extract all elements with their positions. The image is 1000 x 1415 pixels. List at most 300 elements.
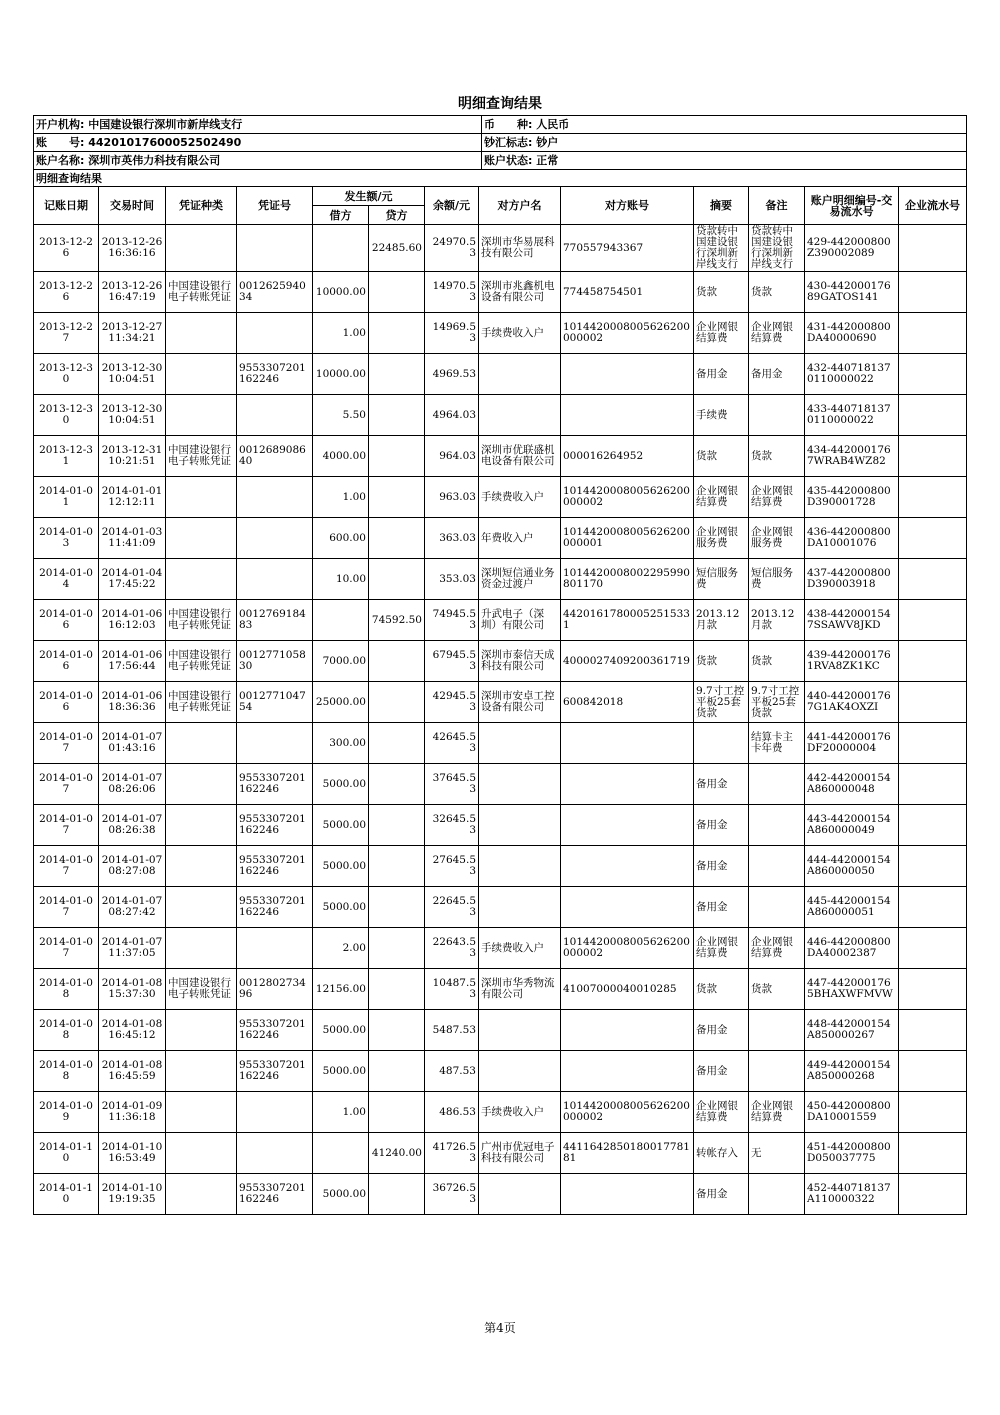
cell-time: 2014-01-06 17:56:44 (99, 641, 166, 682)
cell-voucher-no (237, 225, 313, 272)
table-row (34, 518, 967, 559)
account-value: 44201017600052502490 (88, 136, 242, 149)
cell-voucher-type (166, 887, 237, 928)
cell-counterparty-name (479, 723, 561, 764)
cell-counterparty-name: 年费收入户 (479, 518, 561, 559)
cell-corp-serial (899, 928, 967, 969)
cell-date: 2013-12-31 (34, 436, 99, 477)
cell-serial: 435-442000800D390001728 (805, 477, 899, 518)
transactions-table (33, 186, 967, 1215)
cell-counterparty-name (479, 764, 561, 805)
cell-balance: 486.53 (425, 1092, 479, 1133)
cell-summary: 备用金 (694, 354, 749, 395)
cell-date: 2014-01-08 (34, 1010, 99, 1051)
org-label: 开户机构: (36, 118, 85, 131)
cell-date: 2014-01-08 (34, 969, 99, 1010)
cell-voucher-type: 中国建设银行电子转账凭证 (166, 682, 237, 723)
cell-balance: 353.03 (425, 559, 479, 600)
cell-counterparty-account: 1014420008005626200000001 (561, 518, 694, 559)
cell-serial: 450-442000800DA10001559 (805, 1092, 899, 1133)
cell-voucher-type (166, 846, 237, 887)
cell-date: 2014-01-07 (34, 887, 99, 928)
table-row (34, 600, 967, 641)
cell-voucher-type (166, 354, 237, 395)
table-row (34, 846, 967, 887)
cell-serial: 446-442000800DA40002387 (805, 928, 899, 969)
cell-date: 2014-01-07 (34, 846, 99, 887)
table-row (34, 395, 967, 436)
cell-credit (369, 395, 425, 436)
cell-debit: 5000.00 (313, 1010, 369, 1051)
cell-date: 2014-01-07 (34, 928, 99, 969)
cell-credit (369, 887, 425, 928)
cell-remark (749, 887, 805, 928)
cell-summary: 企业网银结算费 (694, 313, 749, 354)
cell-remark (749, 1010, 805, 1051)
cell-summary (694, 723, 749, 764)
header-voucher-no: 凭证号 (237, 187, 313, 225)
table-row (34, 354, 967, 395)
cell-counterparty-name: 深圳市安卓工控设备有限公司 (479, 682, 561, 723)
table-row (34, 1051, 967, 1092)
cell-corp-serial (899, 518, 967, 559)
cell-credit (369, 928, 425, 969)
cell-debit (313, 600, 369, 641)
cell-balance: 24970.53 (425, 225, 479, 272)
cell-debit: 10000.00 (313, 272, 369, 313)
cell-voucher-no (237, 1092, 313, 1133)
cell-credit (369, 682, 425, 723)
cell-debit: 5000.00 (313, 805, 369, 846)
cell-counterparty-account (561, 1174, 694, 1215)
cell-balance: 487.53 (425, 1051, 479, 1092)
cell-remark: 货款 (749, 641, 805, 682)
cell-remark: 2013.12月款 (749, 600, 805, 641)
cell-serial: 451-442000800D050037775 (805, 1133, 899, 1174)
cell-voucher-no: 9553307201162246 (237, 764, 313, 805)
cell-counterparty-name: 升武电子（深圳）有限公司 (479, 600, 561, 641)
cell-debit: 1.00 (313, 313, 369, 354)
cell-summary: 备用金 (694, 1051, 749, 1092)
cell-counterparty-name (479, 805, 561, 846)
cell-voucher-type: 中国建设银行电子转账凭证 (166, 969, 237, 1010)
cell-counterparty-account (561, 764, 694, 805)
cell-counterparty-name: 深圳市华易展科技有限公司 (479, 225, 561, 272)
cell-corp-serial (899, 559, 967, 600)
header-summary: 摘要 (694, 187, 749, 225)
cell-credit: 74592.50 (369, 600, 425, 641)
cell-corp-serial (899, 1051, 967, 1092)
cell-credit (369, 969, 425, 1010)
cell-remark: 货款 (749, 969, 805, 1010)
cell-time: 2013-12-26 16:47:19 (99, 272, 166, 313)
cell-voucher-type (166, 1010, 237, 1051)
cell-voucher-type (166, 764, 237, 805)
table-row (34, 225, 967, 272)
cell-serial: 439-4420001761RVA8ZK1KC (805, 641, 899, 682)
cell-balance: 22645.53 (425, 887, 479, 928)
cell-date: 2013-12-27 (34, 313, 99, 354)
cell-time: 2014-01-09 11:36:18 (99, 1092, 166, 1133)
table-row (34, 887, 967, 928)
cell-balance: 5487.53 (425, 1010, 479, 1051)
cell-corp-serial (899, 395, 967, 436)
cell-credit (369, 1092, 425, 1133)
cell-corp-serial (899, 477, 967, 518)
cell-serial: 438-4420001547SSAWV8JKD (805, 600, 899, 641)
cell-balance: 42945.53 (425, 682, 479, 723)
cell-remark (749, 1174, 805, 1215)
cell-credit (369, 518, 425, 559)
cell-counterparty-name (479, 1010, 561, 1051)
cell-voucher-type (166, 518, 237, 559)
table-row (34, 1133, 967, 1174)
cell-counterparty-account: 1014420008002295990801170 (561, 559, 694, 600)
cell-time: 2013-12-30 10:04:51 (99, 395, 166, 436)
account-name-value: 深圳市英伟力科技有限公司 (88, 154, 221, 167)
cell-serial: 440-4420001767G1AK4OXZI (805, 682, 899, 723)
cell-serial: 449-442000154A850000268 (805, 1051, 899, 1092)
cell-credit (369, 846, 425, 887)
cell-counterparty-account: 44116428501800177818​1 (561, 1133, 694, 1174)
cell-counterparty-account (561, 354, 694, 395)
cell-serial: 429-442000800Z390002089 (805, 225, 899, 272)
cell-balance: 14970.53 (425, 272, 479, 313)
cell-time: 2014-01-07 01:43:16 (99, 723, 166, 764)
table-row (34, 928, 967, 969)
cell-serial: 432-4407181370110000022 (805, 354, 899, 395)
cell-voucher-no (237, 477, 313, 518)
cell-balance: 964.03 (425, 436, 479, 477)
cell-serial: 434-4420001767WRAB4WZ82 (805, 436, 899, 477)
account-status-label: 账户状态: (484, 154, 533, 167)
cash-flag-cell (482, 134, 967, 152)
header-date: 记账日期 (34, 187, 99, 225)
cell-serial: 441-442000176DF20000004 (805, 723, 899, 764)
table-row (34, 682, 967, 723)
cell-date: 2014-01-07 (34, 805, 99, 846)
cell-serial: 436-442000800DA10001076 (805, 518, 899, 559)
header-time: 交易时间 (99, 187, 166, 225)
cell-voucher-no: 9553307201162246 (237, 1174, 313, 1215)
cell-time: 2014-01-07 08:27:42 (99, 887, 166, 928)
table-row (34, 477, 967, 518)
cell-debit: 1.00 (313, 1092, 369, 1133)
cell-debit: 5000.00 (313, 764, 369, 805)
account-name-label: 账户名称: (36, 154, 85, 167)
header-remark: 备注 (749, 187, 805, 225)
info-row-account (34, 134, 967, 152)
table-row (34, 764, 967, 805)
cell-counterparty-account: 600842018 (561, 682, 694, 723)
cell-remark (749, 805, 805, 846)
cell-debit: 5.50 (313, 395, 369, 436)
cell-credit (369, 354, 425, 395)
cell-voucher-no: 9553307201162246 (237, 887, 313, 928)
cell-credit (369, 723, 425, 764)
header-counterparty-account: 对方账号 (561, 187, 694, 225)
cell-voucher-no (237, 518, 313, 559)
cell-balance: 42645.53 (425, 723, 479, 764)
cell-summary: 备用金 (694, 1010, 749, 1051)
cell-voucher-type: 中国建设银行电子转账凭证 (166, 641, 237, 682)
cell-summary: 转帐存入 (694, 1133, 749, 1174)
cell-serial: 445-442000154A860000051 (805, 887, 899, 928)
table-row (34, 1092, 967, 1133)
cell-summary: 手续费 (694, 395, 749, 436)
header-balance: 余额/元 (425, 187, 479, 225)
cell-time: 2013-12-31 10:21:51 (99, 436, 166, 477)
cell-remark: 货款 (749, 436, 805, 477)
cell-voucher-type (166, 559, 237, 600)
cell-summary: 企业网银结算费 (694, 928, 749, 969)
cell-voucher-no: 9553307201162246 (237, 1051, 313, 1092)
cell-debit: 7000.00 (313, 641, 369, 682)
cell-voucher-no: 001277105830 (237, 641, 313, 682)
cell-summary: 备用金 (694, 764, 749, 805)
cell-summary: 贷款转中国建设银行深圳新岸线支行 (694, 225, 749, 272)
account-info-table (33, 115, 967, 187)
cell-remark: 结算卡主卡年费 (749, 723, 805, 764)
table-row (34, 1174, 967, 1215)
cell-counterparty-name (479, 1174, 561, 1215)
cell-remark: 企业网银结算费 (749, 477, 805, 518)
section-row (34, 170, 967, 187)
cell-voucher-no: 9553307201162246 (237, 354, 313, 395)
cell-time: 2014-01-06 16:12:03 (99, 600, 166, 641)
cell-voucher-type: 中国建设银行电子转账凭证 (166, 272, 237, 313)
cell-serial: 437-442000800D390003918 (805, 559, 899, 600)
cell-summary: 货款 (694, 641, 749, 682)
cell-time: 2014-01-01 12:12:11 (99, 477, 166, 518)
cell-date: 2014-01-03 (34, 518, 99, 559)
cell-credit: 41240.00 (369, 1133, 425, 1174)
statement-wrapper (33, 115, 966, 1215)
cell-counterparty-name: 手续费收入户 (479, 313, 561, 354)
cell-remark: 贷款转中国建设银行深圳新岸线支行 (749, 225, 805, 272)
cell-balance: 22643.53 (425, 928, 479, 969)
cell-debit: 4000.00 (313, 436, 369, 477)
cell-time: 2014-01-03 11:41:09 (99, 518, 166, 559)
cell-serial: 443-442000154A860000049 (805, 805, 899, 846)
cell-balance: 10487.53 (425, 969, 479, 1010)
cell-voucher-type (166, 1092, 237, 1133)
cell-corp-serial (899, 600, 967, 641)
cell-summary: 货款 (694, 272, 749, 313)
cell-counterparty-account: 41007000040010285 (561, 969, 694, 1010)
cell-counterparty-account: 1014420008005626200000002 (561, 928, 694, 969)
cell-time: 2014-01-08 16:45:59 (99, 1051, 166, 1092)
cell-counterparty-name: 深圳短信通业务资金过渡户 (479, 559, 561, 600)
cash-flag-value: 钞户 (536, 136, 559, 149)
cell-summary: 备用金 (694, 805, 749, 846)
cell-counterparty-name (479, 846, 561, 887)
cell-debit: 25000.00 (313, 682, 369, 723)
cell-corp-serial (899, 846, 967, 887)
header-credit: 贷方 (369, 206, 425, 225)
cell-corp-serial (899, 764, 967, 805)
cell-time: 2013-12-27 11:34:21 (99, 313, 166, 354)
cell-debit: 10000.00 (313, 354, 369, 395)
account-name-cell (34, 152, 482, 170)
cell-voucher-type: 中国建设银行电子转账凭证 (166, 436, 237, 477)
cell-corp-serial (899, 641, 967, 682)
account-status-cell (482, 152, 967, 170)
cell-balance: 4964.03 (425, 395, 479, 436)
cell-time: 2014-01-10 19:19:35 (99, 1174, 166, 1215)
cell-time: 2014-01-07 08:27:08 (99, 846, 166, 887)
cell-credit (369, 805, 425, 846)
cell-remark: 企业网银服务费 (749, 518, 805, 559)
cell-summary: 企业网银结算费 (694, 477, 749, 518)
cell-voucher-type (166, 723, 237, 764)
page-number: 第4页 (484, 1321, 516, 1335)
cell-balance: 363.03 (425, 518, 479, 559)
cell-debit: 2.00 (313, 928, 369, 969)
cell-time: 2014-01-04 17:45:22 (99, 559, 166, 600)
cell-credit (369, 764, 425, 805)
cell-debit (313, 1133, 369, 1174)
currency-value: 人民币 (536, 118, 570, 131)
account-label: 账 号: (36, 136, 85, 149)
cell-date: 2014-01-01 (34, 477, 99, 518)
org-cell (34, 116, 482, 134)
cell-voucher-type (166, 1133, 237, 1174)
cell-remark: 企业网银结算费 (749, 1092, 805, 1133)
cell-corp-serial (899, 225, 967, 272)
table-row (34, 559, 967, 600)
cell-counterparty-name (479, 887, 561, 928)
cell-balance: 74945.53 (425, 600, 479, 641)
cell-voucher-no (237, 928, 313, 969)
cell-time: 2014-01-08 15:37:30 (99, 969, 166, 1010)
cell-counterparty-account (561, 846, 694, 887)
cell-counterparty-account (561, 723, 694, 764)
cell-counterparty-account (561, 805, 694, 846)
cell-serial: 442-442000154A860000048 (805, 764, 899, 805)
cell-counterparty-account: 000016264952 (561, 436, 694, 477)
cell-counterparty-name: 深圳市兆鑫机电设备有限公司 (479, 272, 561, 313)
cash-flag-label: 钞汇标志: (484, 136, 533, 149)
cell-time: 2014-01-08 16:45:12 (99, 1010, 166, 1051)
cell-debit: 10.00 (313, 559, 369, 600)
cell-counterparty-name: 手续费收入户 (479, 1092, 561, 1133)
cell-time: 2014-01-07 08:26:38 (99, 805, 166, 846)
table-row (34, 272, 967, 313)
header-counterparty-name: 对方户名 (479, 187, 561, 225)
cell-serial: 448-442000154A850000267 (805, 1010, 899, 1051)
cell-corp-serial (899, 1133, 967, 1174)
cell-time: 2013-12-30 10:04:51 (99, 354, 166, 395)
cell-voucher-type (166, 313, 237, 354)
cell-voucher-no: 001280273496 (237, 969, 313, 1010)
cell-time: 2014-01-07 11:37:05 (99, 928, 166, 969)
cell-voucher-no (237, 559, 313, 600)
cell-remark (749, 846, 805, 887)
cell-voucher-no: 001276918483 (237, 600, 313, 641)
cell-credit (369, 272, 425, 313)
cell-corp-serial (899, 969, 967, 1010)
cell-balance: 27645.53 (425, 846, 479, 887)
cell-counterparty-name (479, 395, 561, 436)
cell-date: 2014-01-08 (34, 1051, 99, 1092)
cell-summary: 2013.12月款 (694, 600, 749, 641)
cell-balance: 14969.53 (425, 313, 479, 354)
section-title: 明细查询结果 (34, 170, 967, 187)
cell-voucher-no: 001268908640 (237, 436, 313, 477)
header-serial: 账户明细编号-交易流水号 (805, 187, 899, 225)
cell-credit (369, 641, 425, 682)
cell-counterparty-name: 手续费收入户 (479, 928, 561, 969)
account-cell (34, 134, 482, 152)
table-row (34, 723, 967, 764)
cell-debit: 12156.00 (313, 969, 369, 1010)
cell-serial: 431-442000800DA40000690 (805, 313, 899, 354)
cell-balance: 4969.53 (425, 354, 479, 395)
cell-counterparty-name: 深圳市优联盛机电设备有限公司 (479, 436, 561, 477)
cell-credit (369, 436, 425, 477)
cell-corp-serial (899, 436, 967, 477)
cell-summary: 货款 (694, 436, 749, 477)
cell-counterparty-name: 手续费收入户 (479, 477, 561, 518)
cell-balance: 67945.53 (425, 641, 479, 682)
cell-remark (749, 395, 805, 436)
cell-summary: 备用金 (694, 1174, 749, 1215)
cell-remark: 货款 (749, 272, 805, 313)
cell-time: 2014-01-10 16:53:49 (99, 1133, 166, 1174)
cell-date: 2014-01-07 (34, 723, 99, 764)
cell-balance: 37645.53 (425, 764, 479, 805)
table-row (34, 969, 967, 1010)
cell-summary: 企业网银服务费 (694, 518, 749, 559)
cell-credit: 22485.60 (369, 225, 425, 272)
cell-serial: 447-4420001765BHAXWFMVW (805, 969, 899, 1010)
cell-balance: 41726.53 (425, 1133, 479, 1174)
cell-debit: 5000.00 (313, 1174, 369, 1215)
cell-balance: 36726.53 (425, 1174, 479, 1215)
cell-corp-serial (899, 1092, 967, 1133)
table-row (34, 313, 967, 354)
cell-counterparty-account: 774458754501 (561, 272, 694, 313)
cell-counterparty-account: 44201617800052515331 (561, 600, 694, 641)
cell-credit (369, 1174, 425, 1215)
cell-counterparty-name: 深圳市泰信天成科技有限公司 (479, 641, 561, 682)
cell-serial: 452-440718137A110000322 (805, 1174, 899, 1215)
cell-remark: 企业网银结算费 (749, 928, 805, 969)
cell-credit (369, 1010, 425, 1051)
cell-corp-serial (899, 272, 967, 313)
cell-counterparty-name (479, 1051, 561, 1092)
cell-time: 2014-01-06 18:36:36 (99, 682, 166, 723)
cell-remark: 备用金 (749, 354, 805, 395)
cell-debit: 5000.00 (313, 1051, 369, 1092)
cell-date: 2014-01-10 (34, 1174, 99, 1215)
cell-debit: 600.00 (313, 518, 369, 559)
transactions-body (34, 225, 967, 1215)
cell-debit: 5000.00 (313, 846, 369, 887)
cell-counterparty-account: 1014420008005626200000002 (561, 477, 694, 518)
cell-summary: 货款 (694, 969, 749, 1010)
cell-remark: 无 (749, 1133, 805, 1174)
cell-voucher-no: 9553307201162246 (237, 805, 313, 846)
cell-date: 2014-01-10 (34, 1133, 99, 1174)
cell-voucher-no: 001262594034 (237, 272, 313, 313)
cell-counterparty-account (561, 1010, 694, 1051)
cell-balance: 32645.53 (425, 805, 479, 846)
cell-debit (313, 225, 369, 272)
org-value: 中国建设银行深圳市新岸线支行 (88, 118, 243, 131)
cell-counterparty-account (561, 1051, 694, 1092)
